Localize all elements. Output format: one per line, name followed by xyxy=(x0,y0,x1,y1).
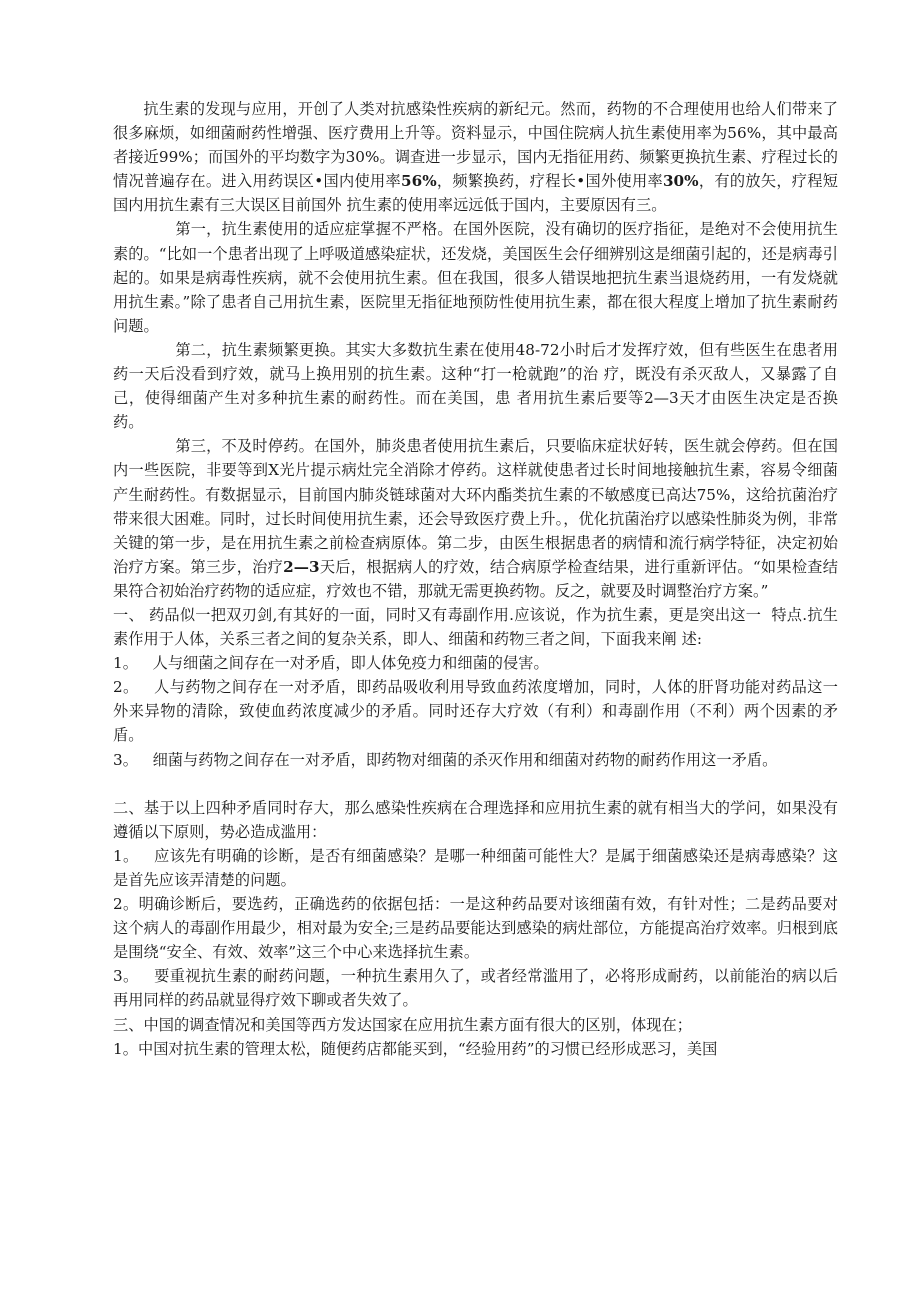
body-text: 3。 细菌与药物之间存在一对矛盾，即药物对细菌的杀灭作用和细菌对药物的耐药作用这一矛盾。 xyxy=(113,750,778,769)
paragraph xyxy=(113,1037,838,1061)
paragraph xyxy=(113,651,838,675)
body-text: 二、基于以上四种矛盾同时存大，那么感染性疾病在合理选择和应用抗生素的就有相当大的学问，如果没有遵循以下原则，势必造成滥用： xyxy=(113,798,838,841)
body-text: ，频繁换药，疗程长•国外使用率 xyxy=(436,172,663,191)
body-text: 1。中国对抗生素的管理太松，随便药店都能买到，“经验用药”的习惯已经形成恶习，美国 xyxy=(113,1039,718,1058)
paragraph xyxy=(113,97,838,217)
body-text: 第二，抗生素频繁更换。其实大多数抗生素在使用48-72小时后才发挥疗效，但有些医生在患者用药一天后没看到疗效，就马上换用别的抗生素。这种“打一枪就跑”的治 疗，既没有杀灭敌人，又暴露了自己，使得细菌产生对多种抗生素的耐药性。而在美国，患 者用抗生素后要等2—3天才由医生决定是否换药。 xyxy=(113,340,838,432)
body-text: 抗生素的发现与应用，开创了人类对抗感染性疾病的新纪元。然而，药物的不合理使用也给人们带来了很多麻烦，如细菌耐药性增强、医疗费用上升等。资料显示，中国住院病人抗生素使用率为56%，其中最高者接近99%；而国外的平均数字为30%。调查进一步显示，国内无指征用药、频繁更换抗生素、疗程过长的情况普遍存在。进入用药误区•国内使用率 xyxy=(113,100,838,191)
paragraph xyxy=(113,217,838,337)
paragraph xyxy=(113,892,838,964)
paragraph xyxy=(113,675,838,747)
paragraph xyxy=(113,796,838,844)
paragraph xyxy=(113,964,838,1012)
emphasis-text: 30% xyxy=(662,172,699,191)
paragraph xyxy=(113,603,838,651)
paragraph xyxy=(113,434,838,603)
body-text: 一、 药品似一把双刃剑,有其好的一面，同时又有毒副作用.应该说，作为抗生素，更是突出这一 特点.抗生素作用于人体，关系三者之间的复杂关系，即人、细菌和药物三者之间，下面我来阐 述: xyxy=(113,605,838,649)
paragraph-spacer xyxy=(113,772,838,796)
emphasis-text: 56% xyxy=(400,172,437,191)
paragraph xyxy=(113,338,838,434)
emphasis-text: 2—3 xyxy=(283,557,320,576)
paragraph xyxy=(113,844,838,892)
body-text: 1。 人与细菌之间存在一对矛盾，即人体免疫力和细菌的侵害。 xyxy=(113,654,549,673)
body-text: 2。 人与药物之间存在一对矛盾，即药品吸收利用导致血药浓度增加，同时，人体的肝肾功能对药品这一外来异物的清除，致使血药浓度减少的矛盾。同时还存大疗效（有利）和毒副作用（不利）两个因素的矛盾。 xyxy=(113,678,838,745)
document-body xyxy=(113,97,838,1061)
body-text: 1。 应该先有明确的诊断，是否有细菌感染？是哪一种细菌可能性大？是属于细菌感染还是病毒感染？这是首先应该弄清楚的问题。 xyxy=(113,846,838,889)
body-text: 第三，不及时停药。在国外，肺炎患者使用抗生素后，只要临床症状好转，医生就会停药。但在国内一些医院，非要等到X光片提示病灶完全消除才停药。这样就使患者过长时间地接触抗生素，容易令细菌产生耐药性。有数据显示，目前国内肺炎链球菌对大环内酯类抗生素的不敏感度已高达75%，这给抗菌治疗带来很大困难。同时，过长时间使用抗生素，还会导致医疗费上升。，优化抗菌治疗以感染性肺炎为例，非常关键的第一步，是在用抗生素之前检查病原体。第二步，由医生根据患者的病情和流行病学特征，决定初始治疗方案。第三步，治疗 xyxy=(113,437,838,576)
paragraph xyxy=(113,1013,838,1037)
body-text: 3。 要重视抗生素的耐药问题，一种抗生素用久了，或者经常滥用了，必将形成耐药，以前能治的病以后再用同样的药品就显得疗效下聊或者失效了。 xyxy=(113,967,838,1010)
body-text: ，有的放矢，疗程短国内用抗生素有三大误区目前国外 抗生素的使用率远远低于国内，主要原因有三。 xyxy=(113,172,838,215)
paragraph xyxy=(113,748,838,772)
body-text: 2。明确诊断后，要选药，正确选药的依据包括：一是这种药品要对该细菌有效，有针对性；二是药品要对这个病人的毒副作用最少，相对最为安全;三是药品要能达到感染的病灶部位，方能提高治疗效率。归根到底是围绕“安全、有效、效率”这三个中心来选择抗生素。 xyxy=(113,895,838,962)
body-text: 天后，根据病人的疗效，结合病原学检查结果，进行重新评估。“如果检查结果符合初始治疗药物的适应症，疗效也不错，那就无需更换药物。反之，就要及时调整治疗方案。” xyxy=(113,557,838,600)
body-text: 三、中国的调查情况和美国等西方发达国家在应用抗生素方面有很大的区别，体现在； xyxy=(113,1015,693,1034)
body-text: 第一，抗生素使用的适应症掌握不严格。在国外医院，没有确切的医疗指征，是绝对不会使用抗生素的。“比如一个患者出现了上呼吸道感染症状，还发烧，美国医生会仔细辨别这是细菌引起的，还是病毒引起的。如果是病毒性疾病，就不会使用抗生素。但在我国，很多人错误地把抗生素当退烧药用，一有发烧就用抗生素。”除了患者自己用抗生素，医院里无指征地预防性使用抗生素，都在很大程度上增加了抗生素耐药问题。 xyxy=(113,220,838,335)
